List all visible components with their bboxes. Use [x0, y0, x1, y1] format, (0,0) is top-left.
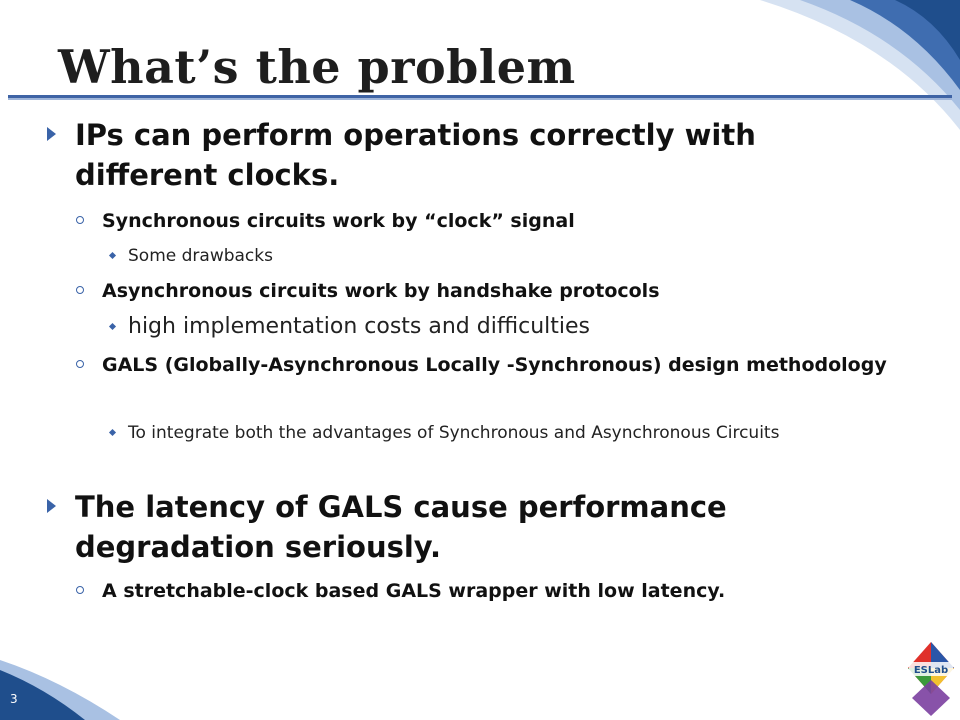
bullet-text: Some drawbacks [128, 246, 273, 266]
diamond-bullet-icon [109, 323, 116, 330]
title-underline [8, 95, 952, 101]
bullet-level2 [102, 577, 902, 605]
triangle-bullet-icon [47, 127, 56, 141]
circle-bullet-icon [76, 286, 84, 294]
bullet-level3 [128, 312, 928, 342]
bullet-text: high implementation costs and difficulties [128, 314, 590, 339]
diamond-bullet-icon [109, 252, 116, 259]
bullet-text: To integrate both the advantages of Synchronous and Asynchronous Circuits [128, 423, 780, 443]
bullet-text: GALS (Globally-Asynchronous Locally -Synchronous) design methodology [102, 354, 887, 376]
bullet-text: A stretchable-clock based GALS wrapper with low latency. [102, 580, 726, 602]
svg-text:ESLab: ESLab [913, 665, 949, 676]
bullet-level2 [102, 351, 902, 379]
diamond-bullet-icon [109, 429, 116, 436]
bullet-text: IPs can perform operations correctly with different clocks. [75, 118, 756, 192]
corner-decoration-top-right [700, 0, 960, 130]
bullet-level1 [75, 487, 875, 567]
bullet-text: The latency of GALS cause performance degradation seriously. [75, 490, 727, 564]
bullet-level3 [128, 421, 928, 445]
bullet-level1 [75, 115, 875, 195]
bullet-level2 [102, 277, 902, 305]
bullet-text: Asynchronous circuits work by handshake protocols [102, 280, 660, 302]
page-number: 3 [10, 692, 18, 706]
corner-decoration-bottom-left [0, 660, 120, 720]
triangle-bullet-icon [47, 499, 56, 513]
circle-bullet-icon [76, 216, 84, 224]
bullet-level3 [128, 244, 928, 268]
bullet-level2 [102, 207, 902, 235]
circle-bullet-icon [76, 360, 84, 368]
eslab-logo [906, 640, 956, 716]
slide-title: What’s the problem [58, 40, 576, 94]
circle-bullet-icon [76, 586, 84, 594]
bullet-text: Synchronous circuits work by “clock” signal [102, 210, 575, 232]
